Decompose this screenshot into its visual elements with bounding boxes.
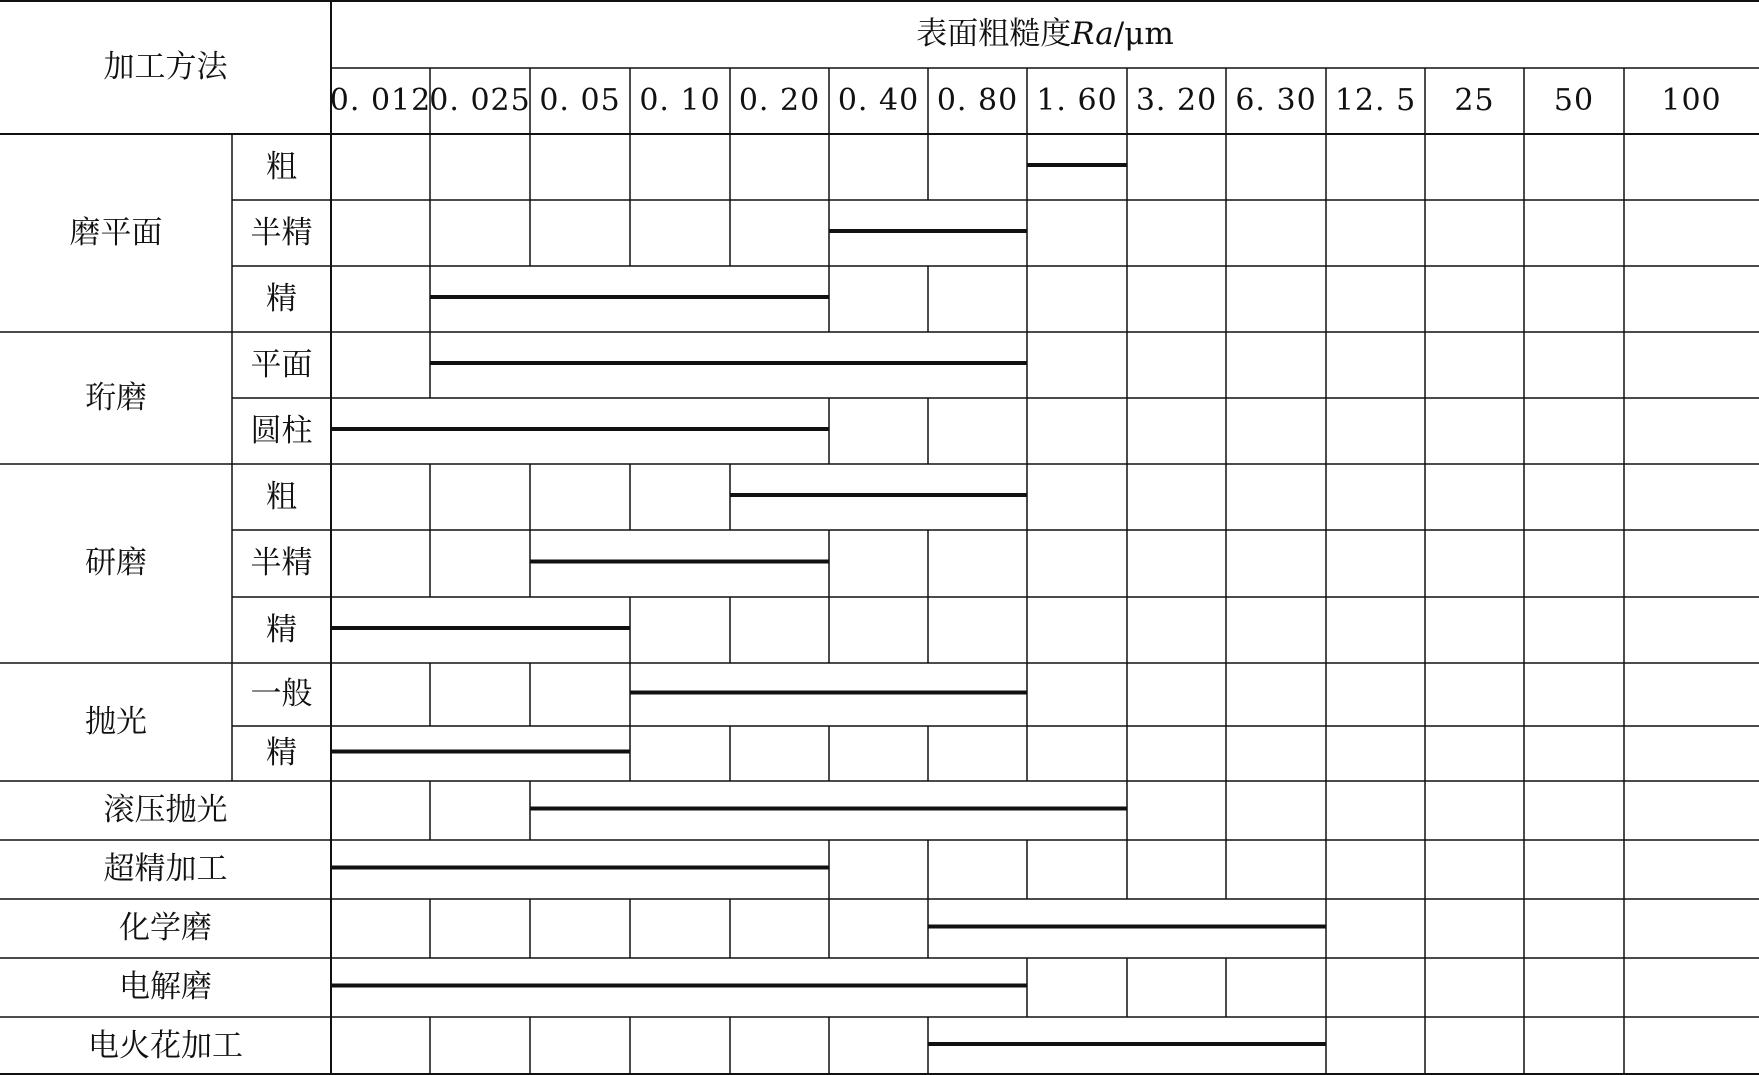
ra-tick-label: 6. 30 [1235, 83, 1317, 118]
ra-tick-label: 12. 5 [1334, 83, 1417, 118]
method-subcategory: 精 [266, 280, 297, 317]
ra-tick-label: 1. 60 [1036, 83, 1118, 118]
method-group-name: 磨平面 [69, 214, 163, 251]
roughness-variable: Ra [1071, 15, 1114, 52]
ra-tick-label: 3. 20 [1135, 83, 1218, 118]
method-group-name: 研磨 [85, 545, 147, 581]
ra-tick-label: 50 [1553, 83, 1595, 118]
ra-tick-label: 0. 012 [329, 83, 432, 118]
roughness-label: 表面粗糙度 [916, 15, 1072, 52]
ra-tick-label: 0. 40 [837, 83, 920, 118]
method-name: 超精加工 [103, 851, 228, 887]
ra-tick-label: 0. 025 [429, 83, 531, 118]
method-header: 加工方法 [103, 48, 228, 85]
method-group-name: 珩磨 [85, 379, 147, 416]
method-subcategory: 粗 [266, 148, 297, 185]
ra-tick-label: 0. 20 [738, 83, 821, 118]
ra-tick-label: 0. 80 [936, 83, 1019, 118]
method-name: 电解磨 [119, 969, 212, 1005]
method-group-name: 抛光 [85, 703, 147, 740]
roughness-header [331, 0, 1759, 68]
method-subcategory: 粗 [266, 478, 297, 515]
method-subcategory: 一般 [250, 676, 313, 712]
method-subcategory: 圆柱 [250, 412, 313, 449]
method-subcategory: 半精 [250, 545, 313, 581]
ra-tick-label: 0. 05 [539, 83, 621, 118]
method-name: 滚压抛光 [103, 792, 228, 828]
ra-tick-label: 25 [1454, 83, 1495, 118]
ra-tick-label: 0. 10 [639, 83, 721, 118]
method-name: 电火花加工 [88, 1027, 243, 1064]
method-name: 化学磨 [119, 910, 212, 946]
method-subcategory: 平面 [250, 346, 313, 383]
method-subcategory: 精 [266, 735, 297, 771]
method-subcategory: 精 [266, 611, 297, 648]
ra-tick-label: 100 [1661, 83, 1722, 118]
roughness-unit: /μm [1113, 15, 1174, 52]
method-subcategory: 半精 [250, 214, 313, 251]
